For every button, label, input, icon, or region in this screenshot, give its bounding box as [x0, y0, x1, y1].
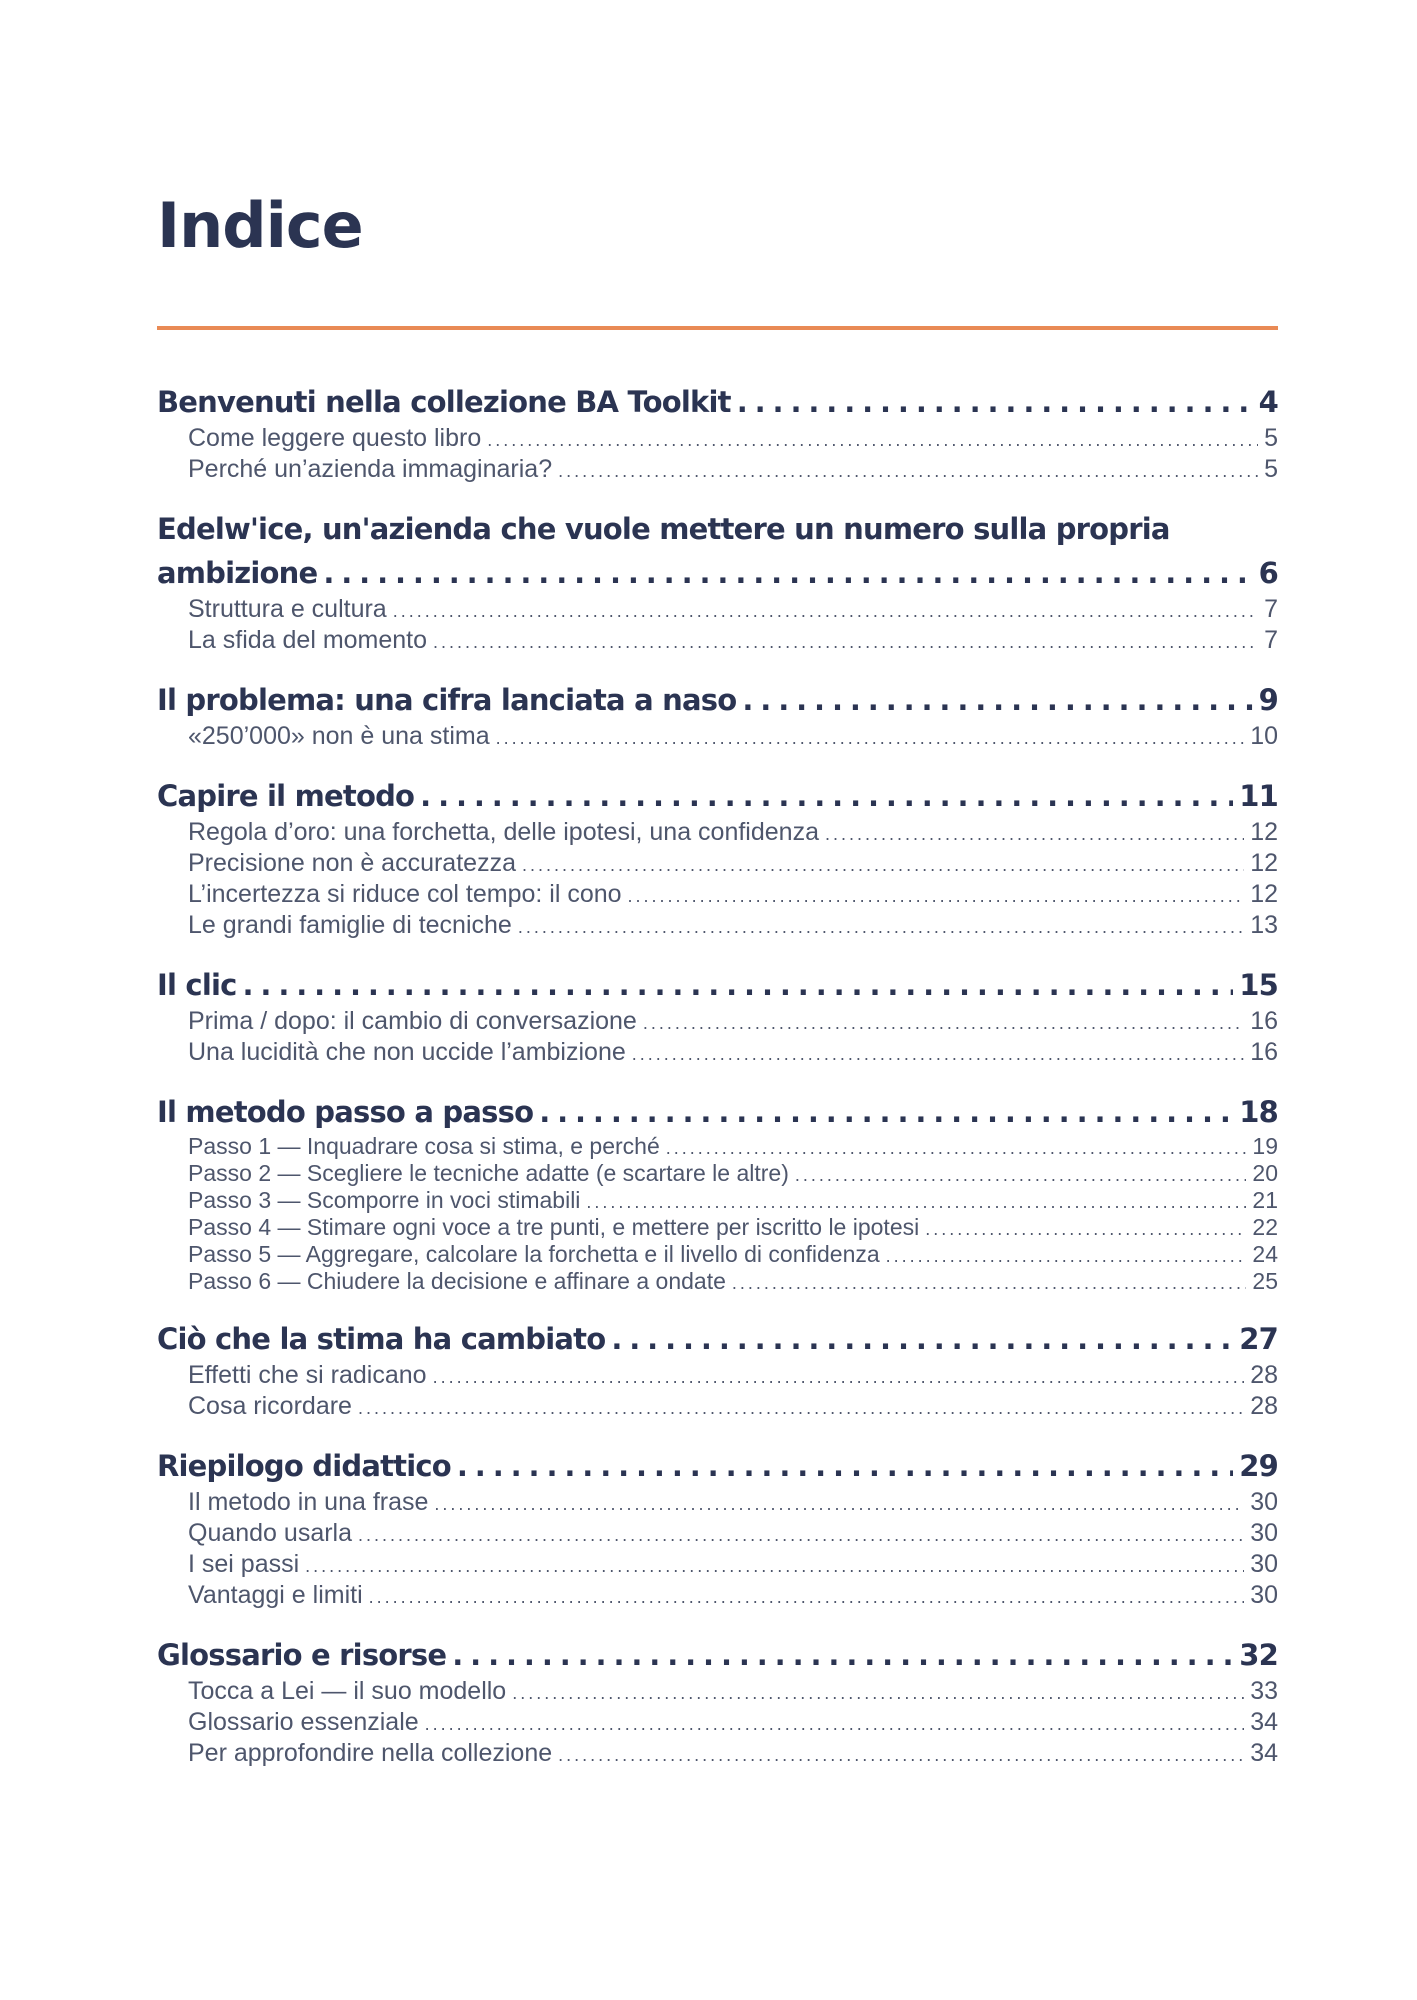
dot-leader — [643, 1009, 1244, 1038]
entry-title: Quando usarla — [188, 1519, 353, 1547]
entry-title: Una lucidità che non uccide l’ambizione — [188, 1038, 626, 1066]
chapter-title-line1: Edelw'ice, un'azienda che vuole mettere un numero sulla propria — [157, 512, 1170, 546]
entry-page: 30 — [1250, 1519, 1278, 1547]
dot-leader — [732, 1271, 1247, 1296]
dot-leader — [522, 851, 1244, 880]
entry-page: 19 — [1252, 1133, 1278, 1159]
entry-title: Per approfondire nella collezione — [188, 1739, 553, 1767]
entry-title: La sfida del momento — [188, 626, 428, 654]
entry-page: 28 — [1250, 1392, 1278, 1420]
entry-page: 34 — [1250, 1739, 1278, 1767]
toc-entry[interactable] — [157, 626, 1278, 657]
toc-section — [157, 1090, 1278, 1296]
entry-title: Cosa ricordare — [188, 1392, 352, 1420]
chapter-title: Il problema: una cifra lanciata a naso — [157, 683, 737, 717]
toc-entry[interactable] — [157, 1519, 1278, 1550]
chapter-page: 29 — [1239, 1449, 1278, 1483]
entry-page: 12 — [1250, 849, 1278, 877]
toc-chapter[interactable] — [157, 678, 1278, 722]
toc-entry[interactable] — [157, 1215, 1278, 1242]
toc-entry[interactable] — [157, 1188, 1278, 1215]
toc-entry[interactable] — [157, 1677, 1278, 1708]
chapter-page: 27 — [1239, 1322, 1278, 1356]
toc-entry[interactable] — [157, 849, 1278, 880]
chapter-title: Glossario e risorse — [157, 1638, 447, 1672]
dot-leader — [452, 1633, 1233, 1677]
entry-page: 20 — [1252, 1160, 1278, 1186]
dot-leader — [425, 1710, 1245, 1739]
entry-page: 7 — [1264, 595, 1278, 623]
dot-leader — [886, 1244, 1247, 1269]
dot-leader — [243, 963, 1234, 1007]
chapter-title: Il metodo passo a passo — [157, 1095, 534, 1129]
entry-title: «250’000» non è una stima — [188, 722, 490, 750]
toc-entry[interactable] — [157, 911, 1278, 942]
entry-page: 34 — [1250, 1708, 1278, 1736]
entry-title: Passo 4 — Stimare ogni voce a tre punti, e mettere per iscritto le ipotesi — [188, 1214, 920, 1240]
entry-title: Effetti che si radicano — [188, 1361, 427, 1389]
entry-title: Vantaggi e limiti — [188, 1581, 363, 1609]
toc-section — [157, 507, 1278, 657]
chapter-title-line2: ambizione — [157, 556, 318, 590]
toc-entry[interactable] — [157, 1550, 1278, 1581]
entry-title: Le grandi famiglie di tecniche — [188, 911, 512, 939]
entry-title: L’incertezza si riduce col tempo: il cono — [188, 880, 622, 908]
dot-leader — [420, 774, 1233, 818]
chapter-title: Benvenuti nella collezione BA Toolkit — [157, 385, 731, 419]
chapter-page: 6 — [1258, 556, 1278, 590]
dot-leader — [742, 678, 1252, 722]
entry-title: Precisione non è accuratezza — [188, 849, 516, 877]
toc-section — [157, 1317, 1278, 1423]
toc-entry[interactable] — [157, 818, 1278, 849]
title-divider — [157, 326, 1278, 330]
table-of-contents — [157, 380, 1278, 1791]
dot-leader — [496, 724, 1245, 753]
dot-leader — [558, 457, 1258, 486]
entry-page: 13 — [1250, 911, 1278, 939]
dot-leader — [457, 1444, 1233, 1488]
dot-leader — [434, 1490, 1244, 1519]
toc-entry[interactable] — [157, 595, 1278, 626]
entry-page: 5 — [1264, 424, 1278, 452]
dot-leader — [393, 597, 1258, 626]
entry-page: 25 — [1252, 1268, 1278, 1294]
toc-entry[interactable] — [157, 1488, 1278, 1519]
entry-page: 12 — [1250, 880, 1278, 908]
dot-leader — [433, 628, 1258, 657]
chapter-title: Il clic — [157, 968, 237, 1002]
entry-page: 24 — [1252, 1241, 1278, 1267]
entry-title: Struttura e cultura — [188, 595, 387, 623]
toc-chapter[interactable] — [157, 774, 1278, 818]
entry-title: Passo 2 — Scegliere le tecniche adatte (e scartare le altre) — [188, 1160, 789, 1186]
toc-entry[interactable] — [157, 1739, 1278, 1770]
chapter-page: 18 — [1239, 1095, 1278, 1129]
dot-leader — [369, 1583, 1245, 1612]
dot-leader — [433, 1363, 1245, 1392]
chapter-title: Ciò che la stima ha cambiato — [157, 1322, 606, 1356]
chapter-page: 15 — [1239, 968, 1278, 1002]
entry-title: Passo 1 — Inquadrare cosa si stima, e perché — [188, 1133, 660, 1159]
entry-title: Come leggere questo libro — [188, 424, 482, 452]
dot-leader — [323, 551, 1252, 595]
entry-page: 12 — [1250, 818, 1278, 846]
dot-leader — [487, 426, 1258, 455]
chapter-title: Riepilogo didattico — [157, 1449, 451, 1483]
toc-entry[interactable] — [157, 1242, 1278, 1269]
entry-page: 7 — [1264, 626, 1278, 654]
toc-entry[interactable] — [157, 1269, 1278, 1296]
entry-title: Passo 6 — Chiudere la decisione e affinare a ondate — [188, 1268, 726, 1294]
entry-page: 28 — [1250, 1361, 1278, 1389]
entry-page: 10 — [1250, 722, 1278, 750]
toc-chapter[interactable] — [157, 507, 1278, 595]
toc-entry[interactable] — [157, 1708, 1278, 1739]
toc-entry[interactable] — [157, 424, 1278, 455]
chapter-page: 4 — [1258, 385, 1278, 419]
dot-leader — [628, 882, 1245, 911]
toc-entry[interactable] — [157, 1581, 1278, 1612]
dot-leader — [825, 820, 1244, 849]
toc-entry[interactable] — [157, 455, 1278, 486]
dot-leader — [737, 380, 1253, 424]
entry-title: Perché un’azienda immaginaria? — [188, 455, 553, 483]
chapter-title: Capire il metodo — [157, 779, 415, 813]
entry-title: Regola d’oro: una forchetta, delle ipotesi, una confidenza — [188, 818, 819, 846]
dot-leader — [539, 1090, 1233, 1134]
toc-section — [157, 963, 1278, 1069]
toc-entry[interactable] — [157, 1038, 1278, 1069]
entry-page: 5 — [1264, 455, 1278, 483]
page-title: Indice — [157, 189, 363, 262]
entry-title: Passo 3 — Scomporre in voci stimabili — [188, 1187, 581, 1213]
entry-page: 30 — [1250, 1581, 1278, 1609]
entry-page: 16 — [1250, 1007, 1278, 1035]
toc-entry[interactable] — [157, 1134, 1278, 1161]
dot-leader — [512, 1679, 1244, 1708]
dot-leader — [795, 1163, 1247, 1188]
toc-entry[interactable] — [157, 722, 1278, 753]
toc-chapter[interactable] — [157, 1090, 1278, 1134]
toc-chapter[interactable] — [157, 1633, 1278, 1677]
toc-chapter[interactable] — [157, 380, 1278, 424]
toc-entry[interactable] — [157, 880, 1278, 911]
dot-leader — [925, 1217, 1246, 1242]
toc-section — [157, 380, 1278, 486]
toc-section — [157, 678, 1278, 753]
toc-section — [157, 774, 1278, 942]
entry-title: Prima / dopo: il cambio di conversazione — [188, 1007, 637, 1035]
entry-page: 33 — [1250, 1677, 1278, 1705]
dot-leader — [666, 1136, 1247, 1161]
chapter-page: 32 — [1239, 1638, 1278, 1672]
toc-chapter[interactable] — [157, 1444, 1278, 1488]
toc-entry[interactable] — [157, 1361, 1278, 1392]
dot-leader — [518, 913, 1244, 942]
entry-title: I sei passi — [188, 1550, 300, 1578]
toc-chapter[interactable] — [157, 963, 1278, 1007]
toc-section — [157, 1633, 1278, 1770]
entry-title: Tocca a Lei — il suo modello — [188, 1677, 507, 1705]
toc-entry[interactable] — [157, 1161, 1278, 1188]
entry-page: 30 — [1250, 1488, 1278, 1516]
entry-title: Glossario essenziale — [188, 1708, 419, 1736]
entry-page: 16 — [1250, 1038, 1278, 1066]
dot-leader — [586, 1190, 1246, 1215]
entry-page: 22 — [1252, 1214, 1278, 1240]
dot-leader — [358, 1394, 1244, 1423]
dot-leader — [558, 1741, 1244, 1770]
toc-entry[interactable] — [157, 1007, 1278, 1038]
chapter-page: 11 — [1239, 779, 1278, 813]
dot-leader — [305, 1552, 1244, 1581]
toc-entry[interactable] — [157, 1392, 1278, 1423]
toc-chapter[interactable] — [157, 1317, 1278, 1361]
dot-leader — [611, 1317, 1233, 1361]
toc-section — [157, 1444, 1278, 1612]
entry-title: Il metodo in una frase — [188, 1488, 429, 1516]
entry-page: 30 — [1250, 1550, 1278, 1578]
dot-leader — [358, 1521, 1244, 1550]
entry-page: 21 — [1252, 1187, 1278, 1213]
entry-title: Passo 5 — Aggregare, calcolare la forchetta e il livello di confidenza — [188, 1241, 880, 1267]
dot-leader — [632, 1040, 1244, 1069]
chapter-page: 9 — [1258, 683, 1278, 717]
